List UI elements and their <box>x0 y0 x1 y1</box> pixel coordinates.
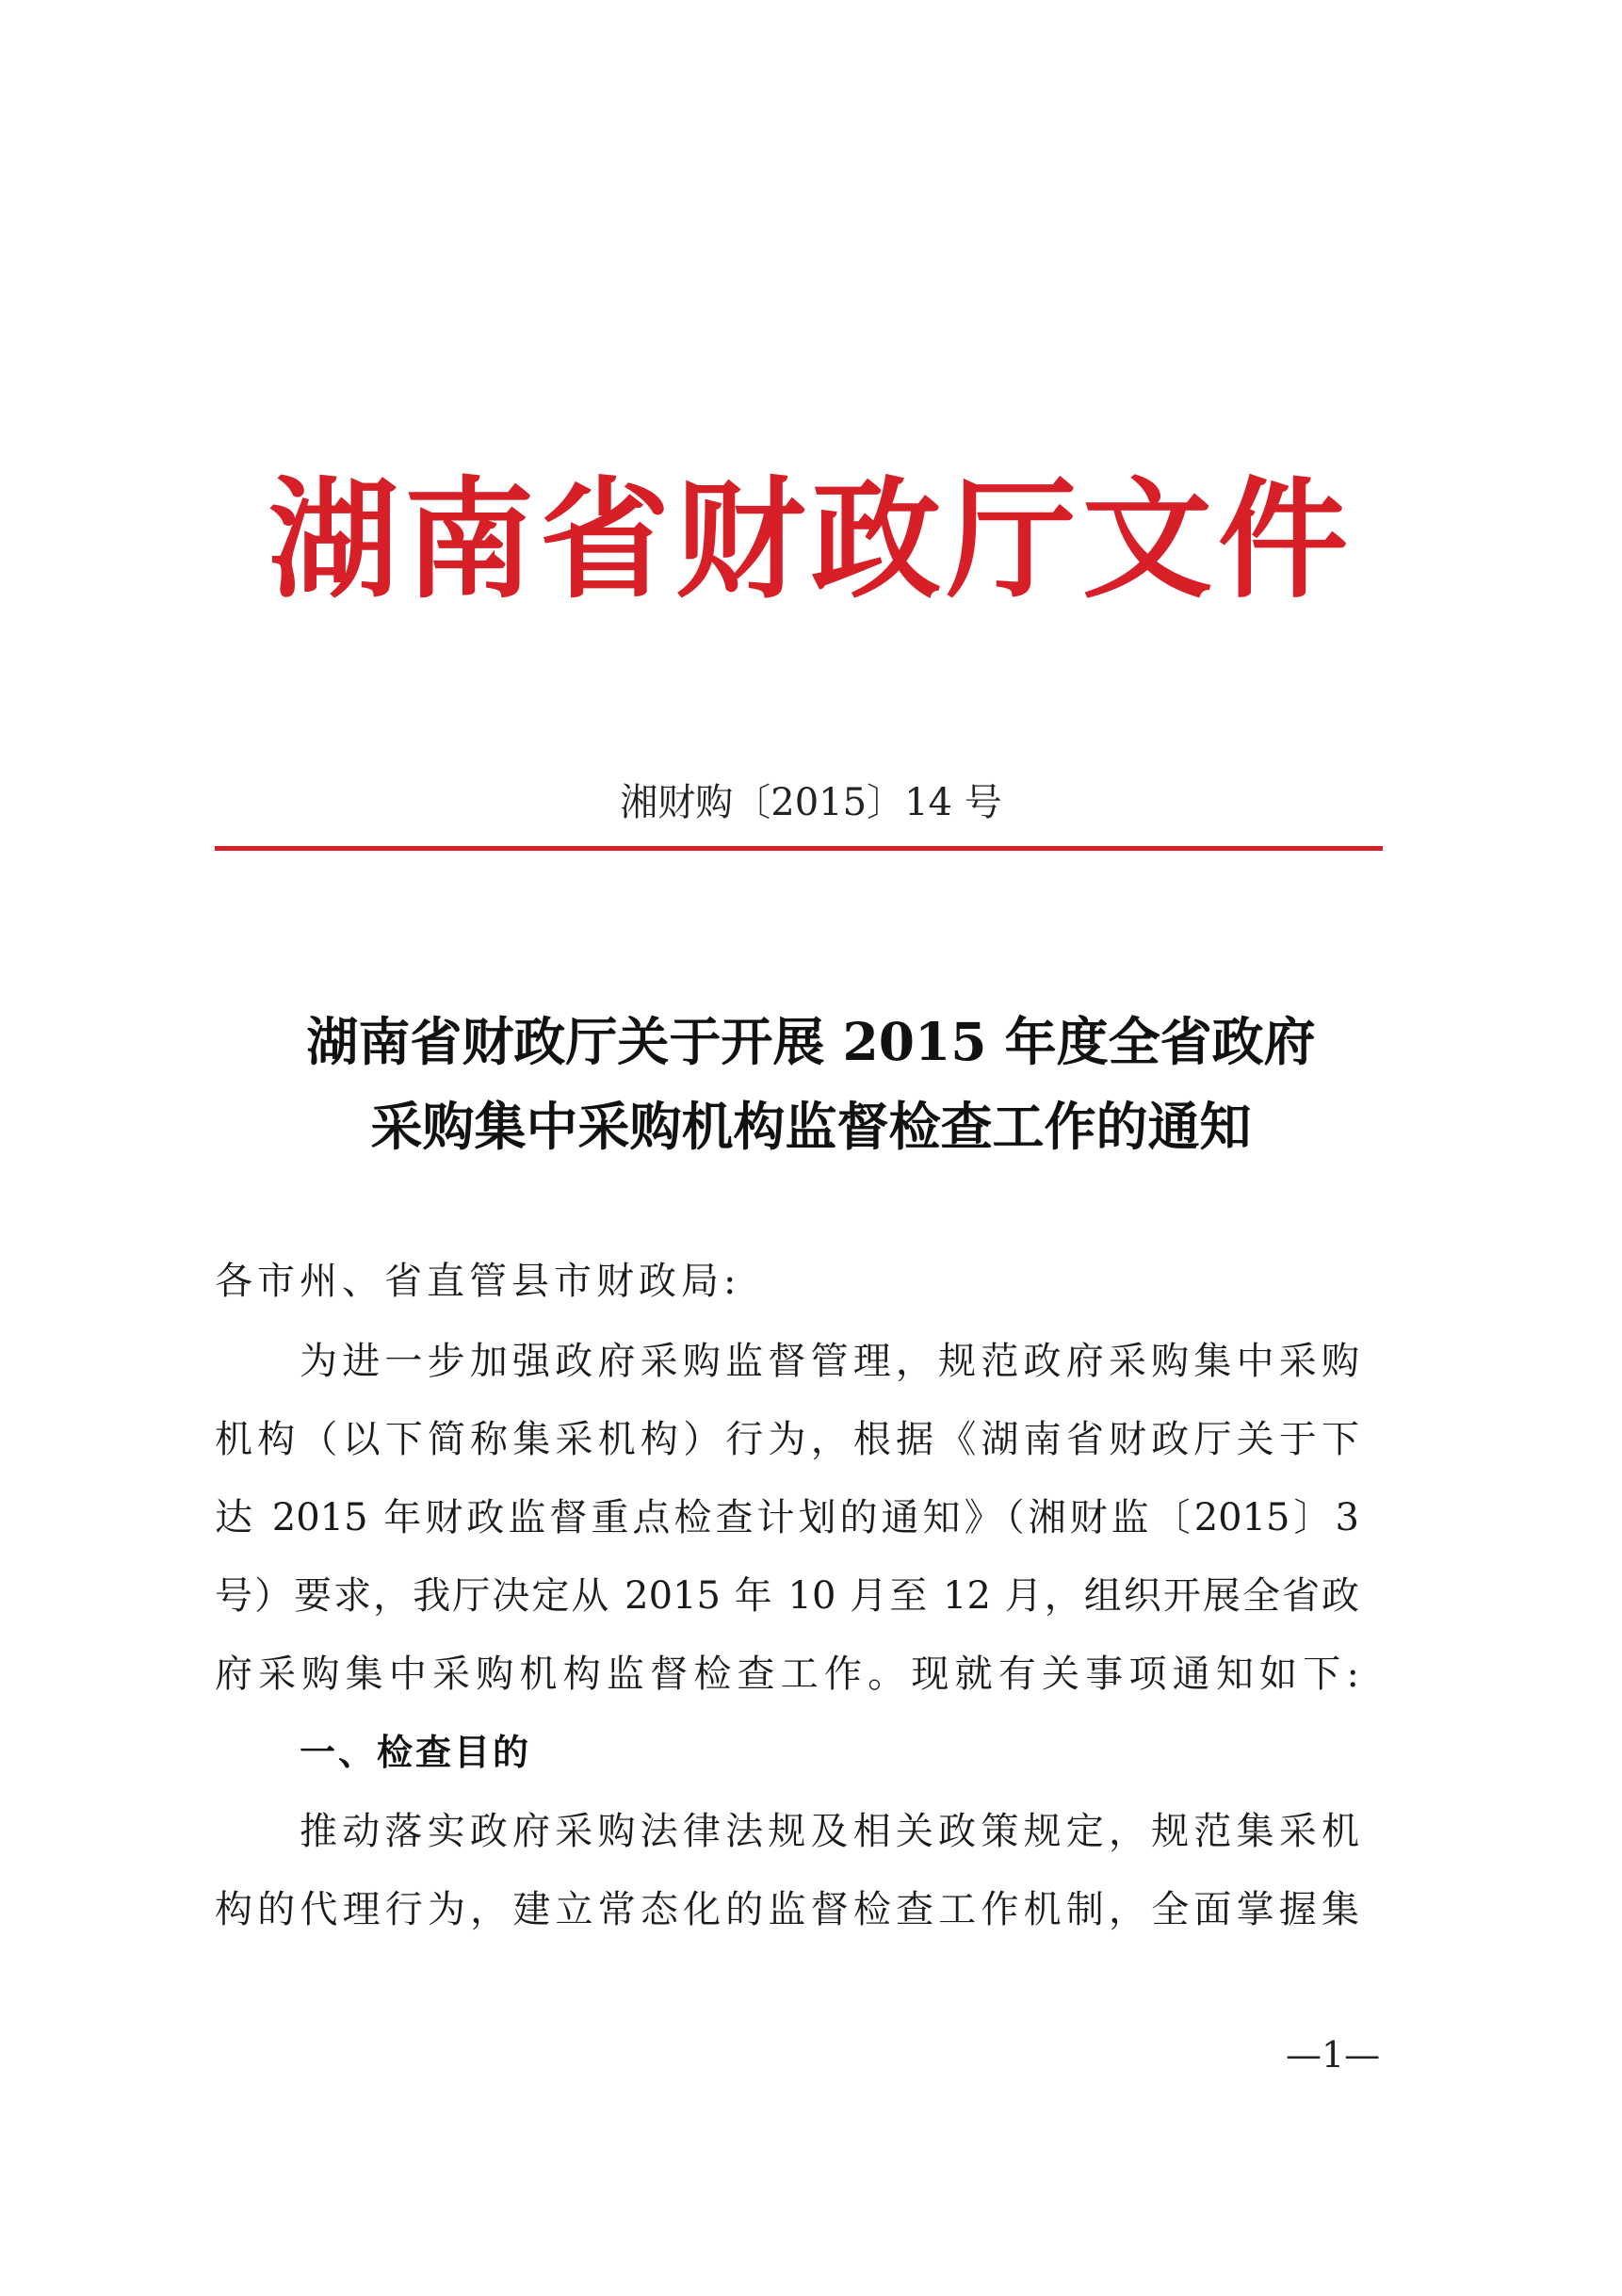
paragraph-2-line-1: 推动落实政府采购法律法规及相关政策规定，规范集采机 <box>300 1810 1359 1853</box>
paragraph-1-line-5: 府采购集中采购机构监督检查工作。现就有关事项通知如下: <box>215 1653 1359 1696</box>
paragraph-1-line-4: 号）要求，我厅决定从 2015 年 10 月至 12 月，组织开展全省政 <box>215 1574 1359 1618</box>
document-header-title: 湖南省财政厅文件 <box>268 464 1354 616</box>
salutation: 各市州、省直管县市财政局: <box>215 1260 741 1303</box>
red-divider-line <box>215 846 1383 851</box>
paragraph-1-line-3: 达 2015 年财政监督重点检查计划的通知》（湘财监〔2015〕3 <box>215 1496 1359 1539</box>
document-number: 湘财购〔2015〕14 号 <box>620 781 1002 824</box>
notice-title-line-2: 采购集中采购机构监督检查工作的通知 <box>370 1096 1252 1157</box>
paragraph-1-line-2: 机构（以下简称集采机构）行为，根据《湖南省财政厅关于下 <box>215 1418 1359 1461</box>
section-heading-1: 一、检查目的 <box>300 1732 532 1773</box>
page-number: —1— <box>1286 2034 1381 2076</box>
paragraph-1-line-1: 为进一步加强政府采购监督管理，规范政府采购集中采购 <box>300 1340 1359 1383</box>
notice-title-line-1: 湖南省财政厅关于开展 2015 年度全省政府 <box>306 1011 1316 1072</box>
paragraph-2-line-2: 构的代理行为，建立常态化的监督检查工作机制，全面掌握集 <box>215 1888 1359 1931</box>
